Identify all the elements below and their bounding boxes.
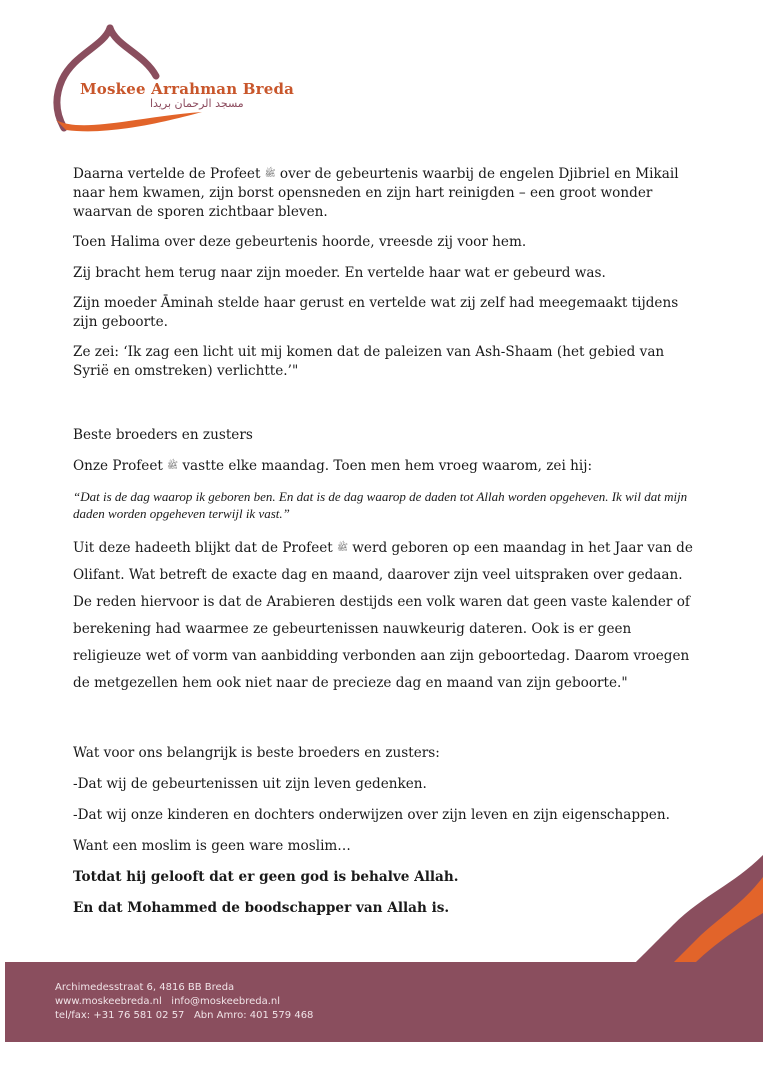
- logo-arabic-name: مسجد الرحمان بريدا: [150, 97, 244, 110]
- paragraph-12: Want een moslim is geen ware moslim…: [73, 838, 351, 854]
- footer-bar: [5, 962, 763, 1042]
- pbuh-symbol: ﷺ: [167, 461, 179, 471]
- paragraph-2: Toen Halima over deze gebeurtenis hoorde, vreesde zij voor hem.: [73, 234, 527, 250]
- paragraph-13: Totdat hij gelooft dat er geen god is behalve Allah.: [73, 869, 459, 885]
- paragraph-6: Beste broeders en zusters: [73, 427, 253, 443]
- swoosh-decoration-icon: [593, 855, 763, 965]
- paragraph-7: Onze Profeet ﷺ vastte elke maandag. Toen men hem vroeg waarom, zei hij:: [73, 458, 593, 474]
- pbuh-symbol: ﷺ: [337, 543, 348, 553]
- pbuh-symbol: ﷺ: [264, 169, 276, 179]
- paragraph-9: Wat voor ons belangrijk is beste broeders en zusters:: [73, 745, 440, 761]
- paragraph-1: Daarna vertelde de Profeet ﷺ over de gebeurtenis waarbij de engelen Djibriel en Mikail naar hem kwamen, zijn borst opensneden en zijn hart reinigden – een groot wonder waarvan de sporen zichtbaar bleven.: [73, 166, 679, 220]
- paragraph-8: Uit deze hadeeth blijkt dat de Profeet ﷺ werd geboren op een maandag in het Jaar van de Olifant. Wat betreft de exacte dag en maand, daarover zijn veel uitspraken over gedaan. De reden hiervoor is dat de Arabieren destijds een volk waren dat geen vaste kalender of berekening had waarmee ze gebeurtenissen nauwkeurig dateren. Ook is er geen religieuze wet of vorm van aanbidding verbonden aan zijn geboortedag. Daarom vroegen de metgezellen hem ook niet naar de precieze dag en maand van zijn geboorte.": [73, 540, 693, 691]
- footer-address: Archimedesstraat 6, 4816 BB Breda: [55, 982, 235, 993]
- paragraph-4: Zijn moeder Āminah stelde haar gerust en vertelde wat zij zelf had meegemaakt tijdens zijn geboorte.: [73, 295, 679, 330]
- logo-name: Moskee Arrahman Breda: [80, 80, 295, 98]
- paragraph-10: -Dat wij de gebeurtenissen uit zijn leven gedenken.: [73, 776, 427, 792]
- footer-phone-bank: tel/fax: +31 76 581 02 57 Abn Amro: 401 579 468: [55, 1010, 314, 1021]
- footer-web-email: www.moskeebreda.nl info@moskeebreda.nl: [55, 996, 281, 1007]
- paragraph-11: -Dat wij onze kinderen en dochters onderwijzen over zijn leven en zijn eigenschappen.: [73, 807, 670, 823]
- paragraph-14: En dat Mohammed de boodschapper van Allah is.: [73, 900, 450, 916]
- paragraph-5: Ze zei: ‘Ik zag een licht uit mij komen dat de paleizen van Ash-Shaam (het gebied van Syrië en omstreken) verlichtte.’": [73, 344, 665, 379]
- hadith-quote: “Dat is de dag waarop ik geboren ben. En dat is de dag waarop de daden tot Allah worden opgeheven. Ik wil dat mijn daden worden opgeheven terwijl ik vast.”: [73, 489, 688, 521]
- paragraph-3: Zij bracht hem terug naar zijn moeder. En vertelde haar wat er gebeurd was.: [73, 265, 606, 281]
